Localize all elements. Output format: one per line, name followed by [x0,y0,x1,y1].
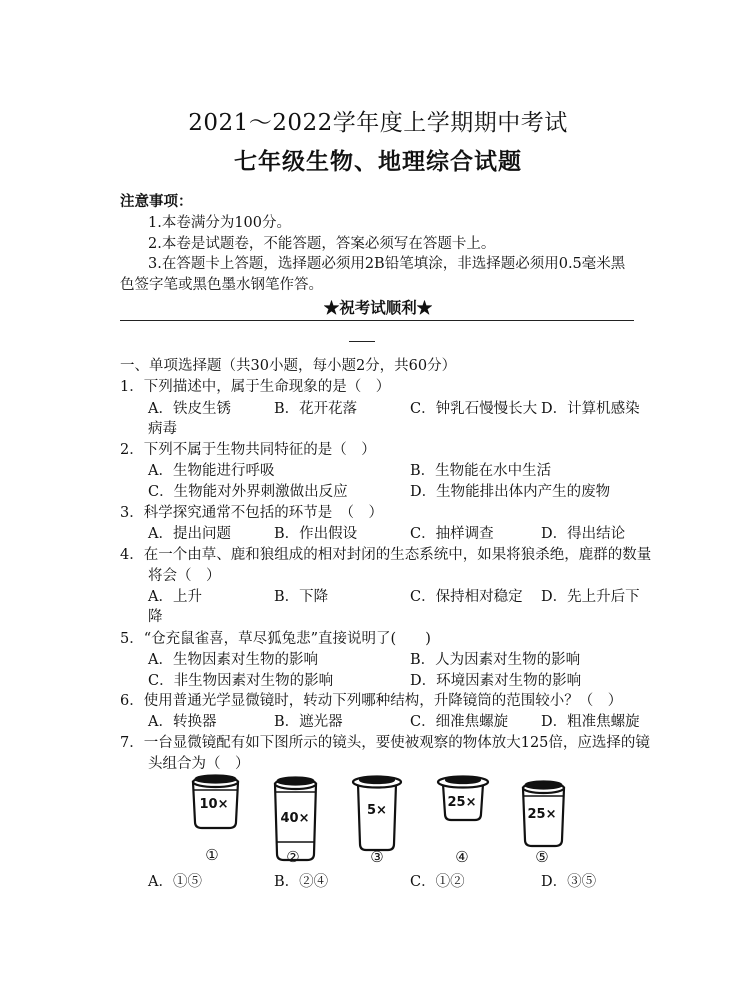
lens-1-number: ① [205,846,219,864]
option: A．提出问题 [148,526,231,542]
notice-item-2: 2.本卷是试题卷，不能答题，答案必须写在答题卡上。 [148,236,496,252]
exam-subtitle: 七年级生物、地理综合试题 [234,148,522,175]
notice-item-1: 1.本卷满分为100分。 [148,215,292,231]
lens-1 [193,776,238,829]
lens-4 [438,777,488,821]
lens-3-mag: 5× [367,803,387,818]
question-stem-cont: 头组合为（ ） [148,756,250,772]
option-wrap: 降 [148,609,163,625]
option: B．作出假设 [274,526,358,542]
question-stem-cont: 将会（ ） [148,568,221,584]
lens-2-mag: 40× [280,811,310,826]
option: A．铁皮生锈 [148,401,231,417]
lens-5-number: ⑤ [535,848,549,866]
question-stem: 4．在一个由草、鹿和狼组成的相对封闭的生态系统中，如果将狼杀绝，鹿群的数量 [120,547,652,563]
lens-2-number: ② [286,848,300,866]
question-stem: 2．下列不属于生物共同特征的是（ ） [120,442,376,458]
option: D．计算机感染 [541,401,640,417]
option: C．抽样调查 [410,526,494,542]
option: D．生物能排出体内产生的废物 [410,484,611,500]
option: B．人为因素对生物的影响 [410,652,581,668]
option: B．②④ [274,874,329,890]
lens-5-mag: 25× [527,807,557,822]
option: C．生物能对外界刺激做出反应 [148,484,348,500]
question-stem: 6．使用普通光学显微镜时，转动下列哪种结构，升降镜筒的范围较小？（ ） [120,693,623,709]
option: A．生物因素对生物的影响 [148,652,318,668]
divider-line-short [349,341,375,342]
lens-4-mag: 25× [447,795,477,810]
notice-item-3: 3.在答题卡上答题，选择题必须用2B铅笔填涂，非选择题必须用0.5毫米黑 [148,256,626,272]
option: A．生物能进行呼吸 [148,463,275,479]
notice-heading: 注意事项： [120,193,193,210]
lens-3-number: ③ [370,848,384,866]
option: B．生物能在水中生活 [410,463,552,479]
option: C．细准焦螺旋 [410,714,509,730]
option: C．保持相对稳定 [410,589,523,605]
lens-1-mag: 10× [199,797,229,812]
lens-4-number: ④ [455,848,469,866]
option: B．遮光器 [274,714,343,730]
option: D．③⑤ [541,874,597,890]
option: A．上升 [148,589,202,605]
option-wrap: 病毒 [148,421,177,437]
blessing: ★祝考试顺利★ [323,298,433,317]
option: B．花开花落 [274,401,358,417]
option: B．下降 [274,589,329,605]
divider-line [120,320,634,321]
option: D．粗准焦螺旋 [541,714,640,730]
option: A．①⑤ [148,874,202,890]
option: A．转换器 [148,714,217,730]
question-stem: 1．下列描述中，属于生命现象的是（ ） [120,379,391,395]
notice-item-3-cont: 色签字笔或黑色墨水钢笔作答。 [120,277,323,293]
exam-title: 2021～2022学年度上学期期中考试 [188,110,568,136]
option: D．先上升后下 [541,589,640,605]
option: D．得出结论 [541,526,626,542]
question-stem: 7．一台显微镜配有如下图所示的镜头，要使被观察的物体放大125倍，应选择的镜 [120,735,650,751]
option: D．环境因素对生物的影响 [410,673,582,689]
option: C．①② [410,874,465,890]
lens-5 [523,782,564,847]
question-stem: 5．“仓充鼠雀喜，草尽狐兔悲”直接说明了( ) [120,631,431,647]
lens-3 [353,777,401,851]
question-stem: 3．科学探究通常不包括的环节是 （ ） [120,505,383,521]
option: C．钟乳石慢慢长大 [410,401,538,417]
option: C．非生物因素对生物的影响 [148,673,334,689]
section-heading: 一、单项选择题（共30小题，每小题2分，共60分） [120,358,457,374]
